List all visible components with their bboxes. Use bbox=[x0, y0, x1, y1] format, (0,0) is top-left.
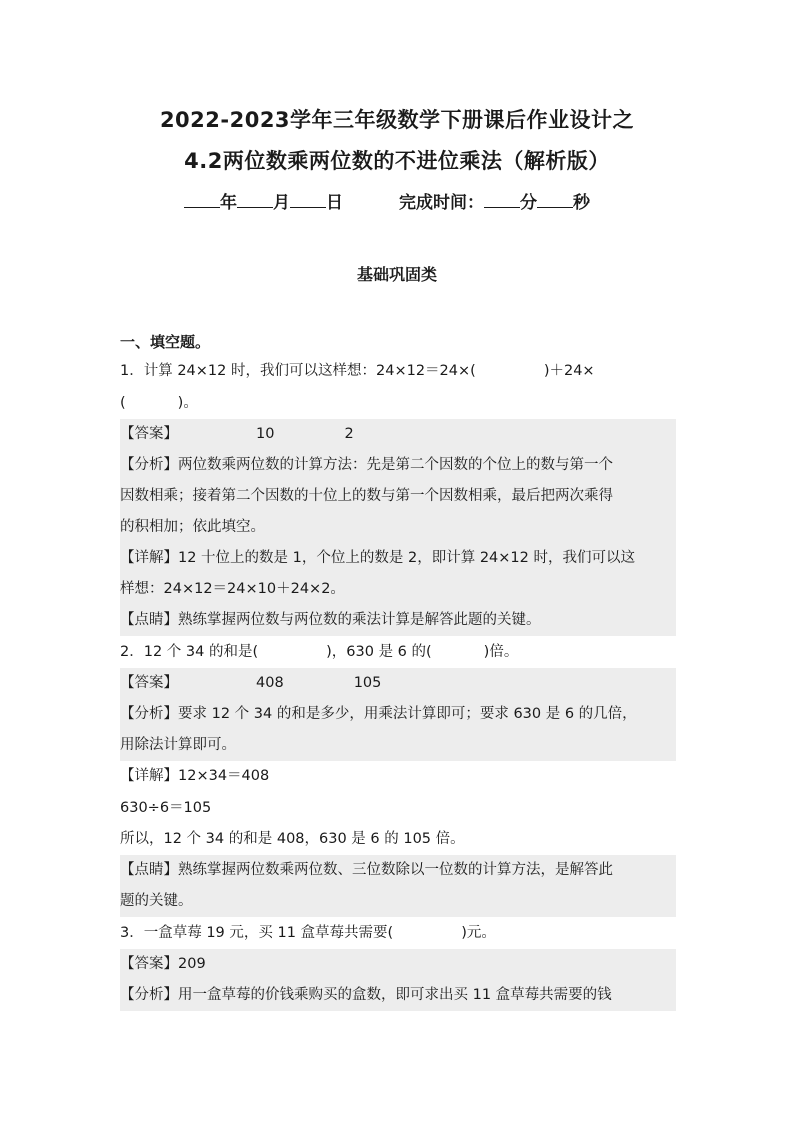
q1-answer bbox=[120, 419, 676, 450]
q3-text-b: )元。 bbox=[461, 925, 496, 941]
q2-answer bbox=[120, 668, 676, 699]
date-time-line bbox=[184, 188, 644, 213]
minute-label: 分 bbox=[520, 193, 537, 213]
category-heading: 基础巩固类 bbox=[356, 265, 437, 284]
second-label: 秒 bbox=[573, 193, 590, 213]
q1-analysis-line-3: 的积相加；依此填空。 bbox=[120, 512, 676, 543]
q2-detail-line-3: 所以，12 个 34 的和是 408，630 是 6 的 105 倍。 bbox=[120, 831, 465, 847]
q2-text-b: )，630 是 6 的( bbox=[326, 644, 432, 660]
q2-analysis-line-1: 【分析】要求 12 个 34 的和是多少，用乘法计算即可；要求 630 是 6 的几倍， bbox=[120, 699, 676, 730]
document-title-line-2: 4.2两位数乘两位数的不进位乘法（解析版） bbox=[184, 149, 610, 173]
q2-detail-line-2: 630÷6＝105 bbox=[120, 800, 212, 816]
completion-time-label: 完成时间： bbox=[399, 193, 484, 213]
q2-note-line-2: 题的关键。 bbox=[120, 886, 676, 917]
q1-analysis-line-2: 因数相乘；接着第二个因数的十位上的数与第一个因数相乘，最后把两次乘得 bbox=[120, 481, 676, 512]
q1-text-a: 1．计算 24×12 时，我们可以这样想：24×12＝24×( bbox=[120, 363, 476, 379]
section-heading: 一、填空题。 bbox=[120, 333, 211, 351]
document-title-line-1: 2022-2023学年三年级数学下册课后作业设计之 bbox=[159, 108, 635, 132]
q1-text-c: ( bbox=[120, 395, 126, 411]
q2-text-c: )倍。 bbox=[483, 644, 519, 660]
q1-analysis-line-1: 【分析】两位数乘两位数的计算方法：先是第二个因数的个位上的数与第一个 bbox=[120, 450, 676, 481]
minute-blank bbox=[484, 193, 520, 208]
q3-answer: 【答案】209 bbox=[120, 949, 676, 980]
month-blank bbox=[237, 193, 273, 208]
second-blank bbox=[537, 193, 573, 208]
year-blank bbox=[184, 193, 220, 208]
answer-tag: 【答案】 bbox=[120, 426, 178, 442]
q1-answer-1: 10 bbox=[256, 426, 275, 442]
q1-answer-2: 2 bbox=[344, 426, 354, 442]
q2-detail-line-1: 【详解】12×34＝408 bbox=[120, 768, 270, 784]
q3-prompt bbox=[120, 918, 676, 949]
q1-detail-line-1: 【详解】12 十位上的数是 1，个位上的数是 2，即计算 24×12 时，我们可以这 bbox=[120, 543, 676, 574]
year-label: 年 bbox=[220, 193, 237, 213]
q1-prompt-line-2 bbox=[120, 388, 676, 419]
answer-tag: 【答案】 bbox=[120, 675, 178, 691]
q1-text-d: )。 bbox=[177, 395, 198, 411]
q1-text-b: )＋24× bbox=[543, 363, 595, 379]
day-label: 日 bbox=[326, 193, 343, 213]
q1-detail-line-2: 样想：24×12＝24×10＋24×2。 bbox=[120, 574, 676, 605]
month-label: 月 bbox=[273, 193, 290, 213]
q2-prompt bbox=[120, 637, 676, 668]
q2-note-line-1: 【点睛】熟练掌握两位数乘两位数、三位数除以一位数的计算方法，是解答此 bbox=[120, 855, 676, 886]
q1-note: 【点睛】熟练掌握两位数与两位数的乘法计算是解答此题的关键。 bbox=[120, 605, 676, 636]
q3-text-a: 3．一盒草莓 19 元，买 11 盒草莓共需要( bbox=[120, 925, 394, 941]
q2-answer-2: 105 bbox=[353, 675, 382, 691]
q1-prompt-line-1 bbox=[120, 356, 676, 387]
q2-text-a: 2．12 个 34 的和是( bbox=[120, 644, 259, 660]
q3-analysis-line-1: 【分析】用一盒草莓的价钱乘购买的盒数，即可求出买 11 盒草莓共需要的钱 bbox=[120, 980, 676, 1011]
day-blank bbox=[290, 193, 326, 208]
q2-answer-1: 408 bbox=[256, 675, 284, 691]
q2-analysis-line-2: 用除法计算即可。 bbox=[120, 730, 676, 761]
